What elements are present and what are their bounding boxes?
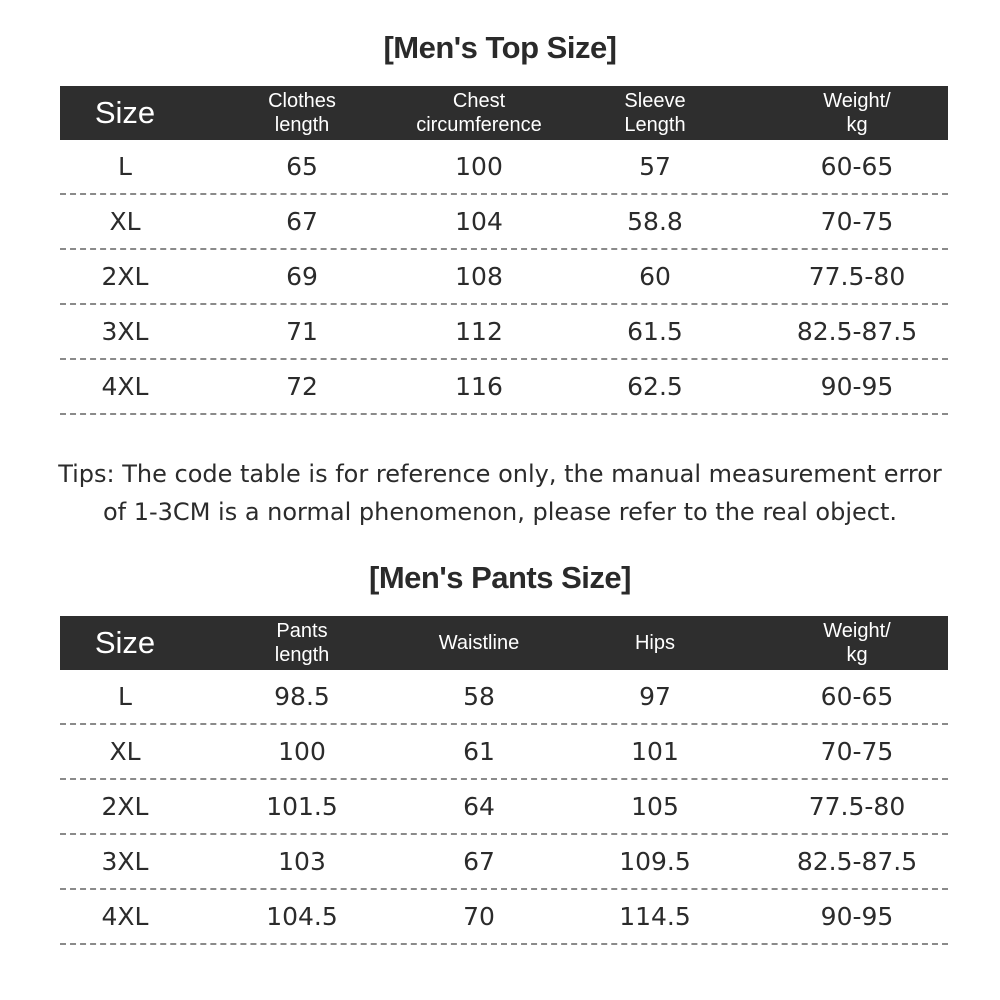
- value-cell: 77.5-80: [808, 262, 906, 291]
- header-cell: [544, 89, 766, 137]
- value-cell: 90-95: [820, 372, 894, 401]
- header-label: length: [274, 114, 330, 136]
- value-cell: 108: [455, 262, 503, 291]
- value-cell: 60: [639, 262, 671, 291]
- header-label: Clothes: [268, 90, 336, 112]
- value-cell: 67: [286, 207, 318, 236]
- value-cell: 90-95: [820, 902, 894, 931]
- size-cell: L: [118, 682, 132, 711]
- header-label: Weight/: [823, 620, 891, 642]
- value-cell: 98.5: [274, 682, 330, 711]
- header-cell: [766, 89, 948, 137]
- header-label: Waistline: [438, 632, 520, 654]
- value-cell: 104.5: [266, 902, 338, 931]
- header-label: Weight/: [823, 90, 891, 112]
- value-cell: 61: [463, 737, 495, 766]
- header-label: kg: [846, 644, 868, 666]
- table-row: [60, 670, 948, 725]
- value-cell: 60-65: [820, 152, 894, 181]
- value-cell: 82.5-87.5: [796, 847, 918, 876]
- header-label: Size: [94, 625, 156, 660]
- size-cell: 3XL: [101, 317, 149, 346]
- value-cell: 67: [463, 847, 495, 876]
- value-cell: 114.5: [619, 902, 691, 931]
- table-row: [60, 305, 948, 360]
- value-cell: 97: [639, 682, 671, 711]
- pants-size-table: [60, 616, 948, 945]
- header-label: length: [274, 644, 330, 666]
- table-row: [60, 195, 948, 250]
- value-cell: 58.8: [627, 207, 683, 236]
- header-label: Chest: [452, 90, 506, 112]
- value-cell: 70: [463, 902, 495, 931]
- table-row: [60, 140, 948, 195]
- header-cell: [60, 626, 190, 660]
- header-cell: [766, 619, 948, 667]
- value-cell: 100: [455, 152, 503, 181]
- value-cell: 116: [455, 372, 503, 401]
- header-cell: [190, 619, 414, 667]
- value-cell: 103: [278, 847, 326, 876]
- size-cell: 2XL: [101, 262, 149, 291]
- tips-line-1: Tips: The code table is for reference only, the manual measurement error: [58, 460, 942, 488]
- size-cell: XL: [109, 207, 141, 236]
- value-cell: 101: [631, 737, 679, 766]
- value-cell: 72: [286, 372, 318, 401]
- value-cell: 101.5: [266, 792, 338, 821]
- table-row: [60, 835, 948, 890]
- value-cell: 57: [639, 152, 671, 181]
- top-size-table: [60, 86, 948, 415]
- table-header: [60, 616, 948, 670]
- header-cell: [544, 631, 766, 655]
- value-cell: 105: [631, 792, 679, 821]
- value-cell: 58: [463, 682, 495, 711]
- table-row: [60, 360, 948, 415]
- header-label: Length: [624, 114, 686, 136]
- value-cell: 62.5: [627, 372, 683, 401]
- value-cell: 60-65: [820, 682, 894, 711]
- header-label: Sleeve: [624, 90, 686, 112]
- table-row: [60, 725, 948, 780]
- size-cell: L: [118, 152, 132, 181]
- header-cell: [190, 89, 414, 137]
- size-cell: XL: [109, 737, 141, 766]
- pants-size-title: [Men's Pants Size]: [369, 560, 631, 595]
- value-cell: 69: [286, 262, 318, 291]
- value-cell: 109.5: [619, 847, 691, 876]
- value-cell: 64: [463, 792, 495, 821]
- table-row: [60, 890, 948, 945]
- size-cell: 4XL: [101, 902, 149, 931]
- table-row: [60, 780, 948, 835]
- header-label: Hips: [634, 632, 675, 654]
- value-cell: 65: [286, 152, 318, 181]
- tips-text: [0, 455, 1000, 531]
- value-cell: 112: [455, 317, 503, 346]
- value-cell: 82.5-87.5: [796, 317, 918, 346]
- tips-line-2: of 1-3CM is a normal phenomenon, please refer to the real object.: [102, 498, 898, 526]
- header-label: Size: [94, 95, 156, 130]
- value-cell: 71: [286, 317, 318, 346]
- table-header: [60, 86, 948, 140]
- value-cell: 77.5-80: [808, 792, 906, 821]
- header-cell: [60, 96, 190, 130]
- value-cell: 100: [278, 737, 326, 766]
- value-cell: 61.5: [627, 317, 683, 346]
- header-label: circumference: [416, 114, 542, 136]
- size-cell: 3XL: [101, 847, 149, 876]
- header-cell: [414, 89, 544, 137]
- table-row: [60, 250, 948, 305]
- size-cell: 4XL: [101, 372, 149, 401]
- value-cell: 70-75: [820, 737, 894, 766]
- value-cell: 104: [455, 207, 503, 236]
- size-cell: 2XL: [101, 792, 149, 821]
- value-cell: 70-75: [820, 207, 894, 236]
- top-size-title: [Men's Top Size]: [383, 30, 617, 65]
- header-label: kg: [846, 114, 868, 136]
- header-cell: [414, 631, 544, 655]
- header-label: Pants: [276, 620, 328, 642]
